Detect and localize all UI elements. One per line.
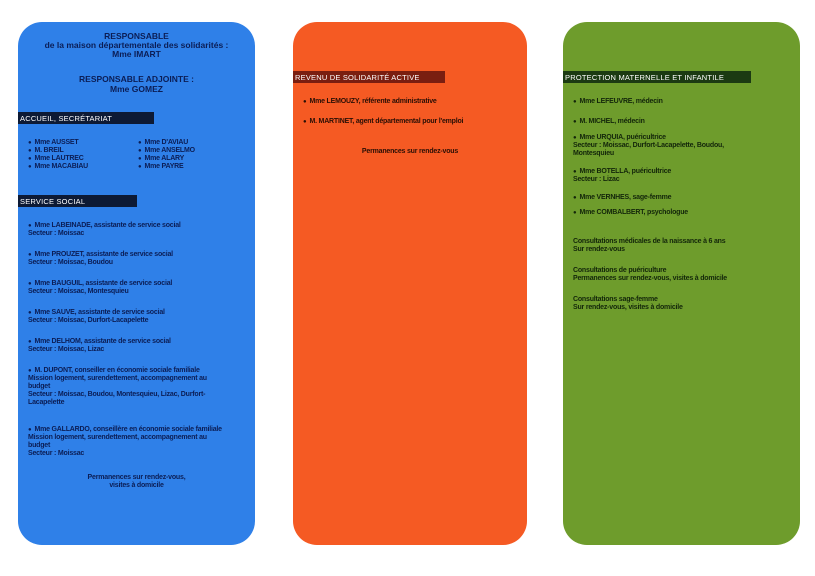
adjoint-block	[18, 74, 255, 94]
social-footer	[18, 474, 255, 490]
entry-detail: Secteur : Moissac	[28, 450, 85, 457]
entry-detail: Secteur : Moissac, Durfort-Lacapelette, Boudou,	[573, 142, 724, 149]
list-item: ● Mme MACABIAU	[28, 163, 88, 171]
entry-detail: Secteur : Moissac, Lizac	[28, 346, 105, 353]
pmi-entry	[573, 168, 671, 184]
entry-name: ● M. MICHEL, médecin	[573, 118, 645, 126]
entry-detail: Secteur : Moissac, Boudou, Montesquieu, Lizac, Durfort-	[28, 391, 206, 398]
pmi-entry	[573, 209, 688, 217]
entry-name: ● Mme VERNHES, sage-femme	[573, 194, 671, 202]
rsa-entry	[303, 118, 463, 126]
social-entry	[28, 251, 173, 267]
social-entry	[28, 309, 165, 325]
entry-name: ● Mme DELHOM, assistante de service social	[28, 338, 171, 346]
entry-name: ● Mme URQUIA, puéricultrice	[573, 134, 724, 142]
list-item: ● Mme LAUTREC	[28, 155, 88, 163]
pmi-entry	[573, 98, 663, 106]
entry-name: ● Mme PROUZET, assistante de service social	[28, 251, 173, 259]
entry-detail: Lacapelette	[28, 399, 65, 406]
list-item: ● Mme AUSSET	[28, 139, 88, 147]
entry-detail: Secteur : Moissac, Boudou	[28, 259, 113, 266]
social-panel	[18, 22, 255, 545]
responsable-subtitle: de la maison départementale des solidarités :	[44, 40, 229, 50]
list-item: ● Mme PAYRE	[138, 163, 195, 171]
rsa-note: Permanences sur rendez-vous	[361, 148, 459, 155]
adjoint-name: Mme GOMEZ	[110, 84, 163, 94]
consultation-title: Consultations médicales de la naissance à 6 ans	[573, 238, 726, 245]
list-item: ● Mme D'AVIAU	[138, 139, 195, 147]
footer-line: Permanences sur rendez-vous,	[87, 474, 186, 481]
entry-name: ● Mme SAUVE, assistante de service social	[28, 309, 165, 317]
adjoint-title: RESPONSABLE ADJOINTE :	[79, 74, 194, 84]
rsa-header: REVENU DE SOLIDARITÉ ACTIVE	[293, 71, 445, 83]
pmi-entry	[573, 134, 724, 158]
responsable-title: RESPONSABLE	[104, 31, 169, 41]
entry-detail: Secteur : Moissac	[28, 230, 85, 237]
entry-detail: budget	[28, 442, 51, 449]
rsa-entry	[303, 98, 437, 106]
entry-detail: Mission logement, surendettement, accompagnement au	[28, 434, 207, 441]
social-entry	[28, 367, 207, 407]
consultation-detail: Permanences sur rendez-vous, visites à domicile	[573, 275, 728, 282]
entry-detail: Secteur : Moissac, Durfort-Lacapelette	[28, 317, 149, 324]
list-item: ● Mme ANSELMO	[138, 147, 195, 155]
social-entry	[28, 222, 181, 238]
entry-name: ● Mme GALLARDO, conseillère en économie sociale familiale	[28, 426, 222, 434]
rsa-panel	[293, 22, 527, 545]
pmi-entry	[573, 194, 671, 202]
entry-name: ● Mme LEMOUZY, référente administrative	[303, 98, 437, 106]
social-entry	[28, 280, 172, 296]
pmi-header: PROTECTION MATERNELLE ET INFANTILE	[563, 71, 751, 83]
social-entry	[28, 426, 222, 458]
service-social-header: SERVICE SOCIAL	[18, 195, 137, 207]
entry-name: ● Mme COMBALBERT, psychologue	[573, 209, 688, 217]
list-item: ● Mme ALARY	[138, 155, 195, 163]
consultation-title: Consultations de puériculture	[573, 267, 667, 274]
entry-name: ● Mme BAUGUIL, assistante de service social	[28, 280, 172, 288]
consultation-detail: Sur rendez-vous, visites à domicile	[573, 304, 683, 311]
entry-name: ● M. DUPONT, conseiller en économie sociale familiale	[28, 367, 207, 375]
entry-name: ● Mme LEFEUVRE, médecin	[573, 98, 663, 106]
pmi-entry	[573, 118, 645, 126]
consultation-title: Consultations sage-femme	[573, 296, 658, 303]
consultation-block	[573, 238, 725, 254]
list-item: ● M. BREIL	[28, 147, 88, 155]
consultation-block	[573, 296, 683, 312]
pmi-panel	[563, 22, 800, 545]
entry-detail: Montesquieu	[573, 150, 614, 157]
entry-detail: Mission logement, surendettement, accompagnement au	[28, 375, 207, 382]
responsable-name: Mme IMART	[112, 49, 161, 59]
accueil-header: ACCUEIL, SECRÉTARIAT	[18, 112, 154, 124]
entry-name: ● Mme BOTELLA, puéricultrice	[573, 168, 671, 176]
entry-name: ● M. MARTINET, agent départemental pour l'emploi	[303, 118, 463, 126]
social-entry	[28, 338, 171, 354]
entry-name: ● Mme LABEINADE, assistante de service social	[28, 222, 181, 230]
responsable-block	[18, 32, 255, 59]
accueil-list-1	[28, 139, 88, 171]
entry-detail: budget	[28, 383, 51, 390]
consultation-block	[573, 267, 727, 283]
accueil-list-2	[138, 139, 195, 171]
consultation-detail: Sur rendez-vous	[573, 246, 625, 253]
entry-detail: Secteur : Moissac, Montesquieu	[28, 288, 129, 295]
entry-detail: Secteur : Lizac	[573, 176, 620, 183]
footer-line: visites à domicile	[109, 482, 164, 489]
